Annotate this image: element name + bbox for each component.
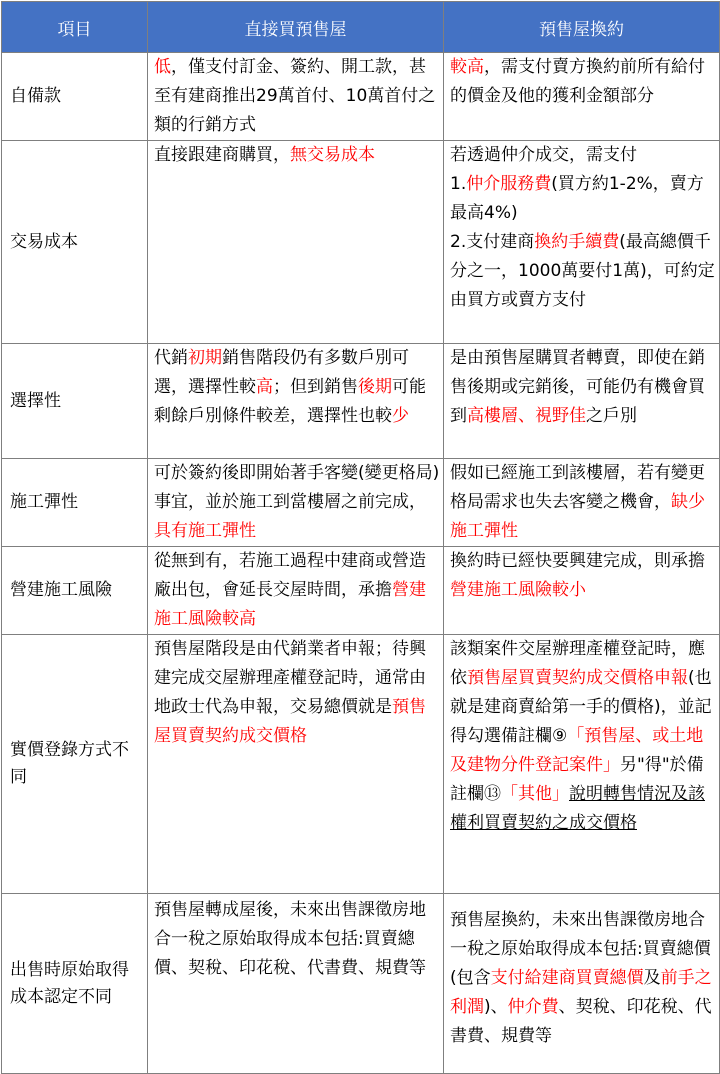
- cell-text: (也就是建商賣給第一手的價格)，並記得勾選備註欄⑨: [450, 668, 712, 746]
- cell-text: ；但到銷售: [273, 377, 358, 397]
- cell-text: 換約時已經快要興建完成，則承擔: [450, 551, 705, 571]
- cell-text: 預售屋轉成屋後，未來出售課徵房地合一稅之原始取得成本包括:買賣總價、契稅、印花稅、代書費、規費等: [154, 900, 426, 978]
- cell-text: 、契稅、印花稅、代書費、規費等: [450, 997, 712, 1046]
- row-label: 出售時原始取得成本認定不同: [2, 894, 148, 1074]
- highlight-text: 高樓層、視野佳: [467, 406, 586, 426]
- cell-text: 假如已經施工到該樓層，若有變更格局需求也失去客變之機會，: [450, 463, 705, 512]
- cell-direct: [148, 344, 444, 459]
- cell-text: 可於簽約後即開始著手客變(變更格局)事宜，並於施工到當樓層之前完成，: [154, 463, 440, 512]
- highlight-text: 仲介費: [507, 997, 559, 1017]
- cell-text: 說明轉售情況及該權利買賣契約之成交價格: [450, 784, 705, 833]
- header-item: 項目: [2, 2, 148, 53]
- cell-direct: [148, 53, 444, 141]
- row-label: 交易成本: [2, 141, 148, 344]
- cell-direct: [148, 141, 444, 344]
- cell-text: (最高總價千分之一，1000萬要付1萬)，可約定由買方或賣方支付: [450, 232, 715, 310]
- table-row: [2, 459, 720, 547]
- highlight-text: 支付給建商買賣總價: [490, 968, 644, 988]
- header-contract-swap: 預售屋換約: [444, 2, 720, 53]
- comparison-table: [1, 1, 720, 1074]
- cell-text: 銷售階段仍有多數戶別可選，選擇性較: [154, 348, 409, 397]
- cell-direct: [148, 894, 444, 1074]
- cell-text: 代銷: [154, 348, 188, 368]
- cell-swap: [444, 547, 720, 635]
- cell-text: 之戶別: [586, 406, 637, 426]
- highlight-text: 預售屋買賣契約成交價格: [154, 697, 426, 746]
- highlight-text: 無交易成本: [290, 145, 375, 165]
- highlight-text: 低: [154, 57, 171, 77]
- table-row: [2, 53, 720, 141]
- table-row: [2, 547, 720, 635]
- cell-text: 從無到有，若施工過程中建商或營造廠出包，會延長交屋時間，承擔: [154, 551, 426, 600]
- cell-direct: [148, 635, 444, 894]
- header-row: [2, 2, 720, 53]
- cell-direct: [148, 547, 444, 635]
- cell-text: 2.支付建商: [450, 232, 535, 252]
- highlight-text: 換約手續費: [534, 232, 620, 252]
- highlight-text: 營建施工風險較小: [450, 580, 586, 600]
- cell-text: 若透過仲介成交，需支付: [450, 145, 637, 165]
- cell-text: 該類案件交屋辦理產權登記時，應依: [450, 639, 705, 688]
- highlight-text: 「其他」: [501, 784, 569, 804]
- row-label: 選擇性: [2, 344, 148, 459]
- row-label: 施工彈性: [2, 459, 148, 547]
- table-row: [2, 635, 720, 894]
- cell-text: 預售屋換約，未來出售課徵房地合一稅之原始取得成本包括:買賣總價(包含: [450, 910, 711, 988]
- highlight-text: 後期: [358, 377, 392, 397]
- highlight-text: 較高: [450, 57, 484, 77]
- table-row: [2, 894, 720, 1074]
- cell-text: 另"得"於備註欄⑬: [450, 755, 704, 804]
- cell-text: 1.: [450, 174, 467, 194]
- highlight-text: 初期: [188, 348, 222, 368]
- highlight-text: 營建施工風險較高: [154, 580, 426, 629]
- highlight-text: 仲介服務費: [466, 174, 552, 194]
- table-row: [2, 141, 720, 344]
- highlight-text: 具有施工彈性: [154, 521, 256, 541]
- cell-text: ，需支付賣方換約前所有給付的價金及他的獲利金額部分: [450, 57, 705, 106]
- cell-text: 預售屋階段是由代銷業者申報；待興建完成交屋辦理產權登記時，通常由地政士代為申報，交易總價就是: [154, 639, 426, 717]
- row-label: 實價登錄方式不同: [2, 635, 148, 894]
- cell-text: (買方約1-2%，賣方最高4%): [450, 174, 704, 223]
- cell-text: ，僅支付訂金、簽約、開工款，甚至有建商推出29萬首付、10萬首付之類的行銷方式: [154, 57, 436, 135]
- highlight-text: 「預售屋、或土地及建物分件登記案件」: [450, 726, 704, 775]
- highlight-text: 高: [256, 377, 273, 397]
- highlight-text: 前手之利潤: [450, 968, 712, 1017]
- cell-text: 是由預售屋購買者轉賣，即使在銷售後期或完銷後，可能仍有機會買到: [450, 348, 705, 426]
- cell-swap: [444, 53, 720, 141]
- highlight-text: 預售屋買賣契約成交價格申報: [467, 668, 688, 688]
- cell-text: 及: [643, 968, 661, 988]
- cell-text: )、: [484, 997, 508, 1017]
- cell-swap: [444, 894, 720, 1074]
- cell-swap: [444, 635, 720, 894]
- table-row: [2, 344, 720, 459]
- highlight-text: 少: [392, 406, 409, 426]
- row-label: 營建施工風險: [2, 547, 148, 635]
- cell-swap: [444, 141, 720, 344]
- cell-direct: [148, 459, 444, 547]
- row-label: 自備款: [2, 53, 148, 141]
- cell-swap: [444, 344, 720, 459]
- header-direct-purchase: 直接買預售屋: [148, 2, 444, 53]
- cell-text: 直接跟建商購買，: [154, 145, 290, 165]
- highlight-text: 缺少施工彈性: [450, 492, 705, 541]
- cell-swap: [444, 459, 720, 547]
- cell-text: 可能剩餘戶別條件較差，選擇性也較: [154, 377, 426, 426]
